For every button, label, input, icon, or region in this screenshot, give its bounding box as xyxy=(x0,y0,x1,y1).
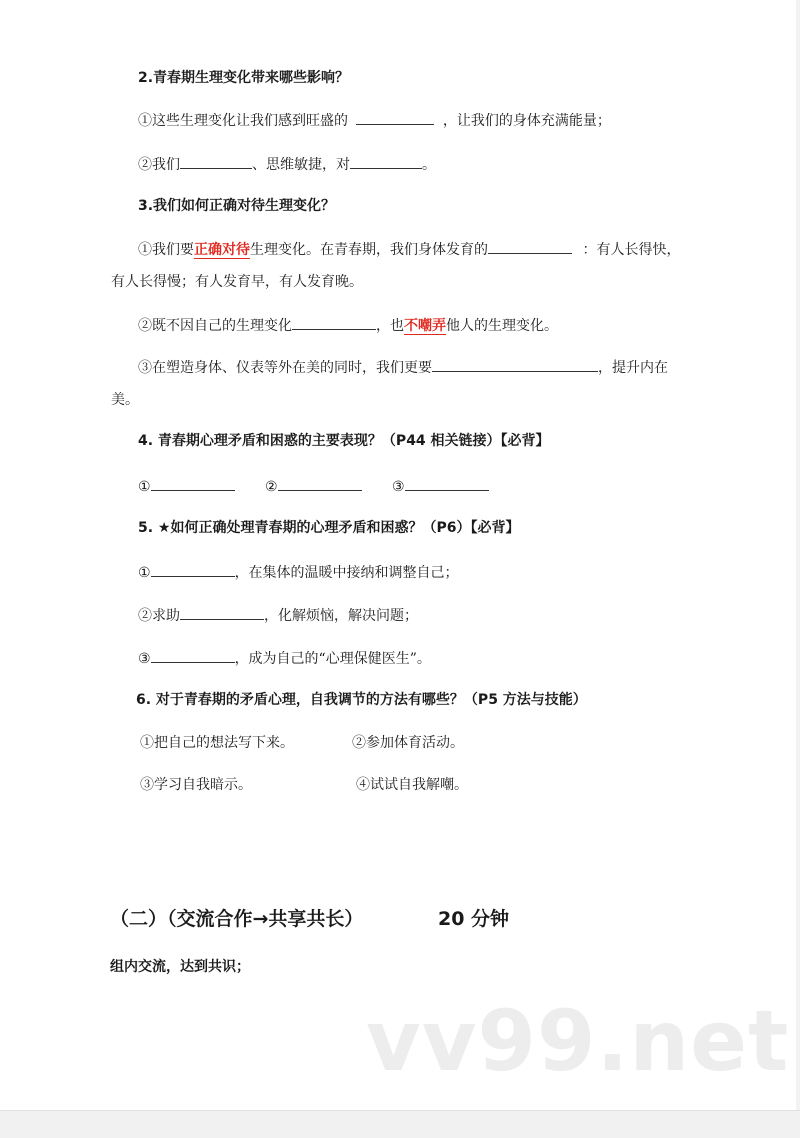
fill-blank[interactable] xyxy=(278,476,362,491)
q3-item2 xyxy=(138,315,558,336)
fill-blank[interactable] xyxy=(356,110,434,125)
q4-marker-3: ③ xyxy=(392,479,405,495)
q2-item2-text-b: 、思维敏捷，对 xyxy=(252,157,350,173)
q3-item3 xyxy=(138,357,668,378)
q5-item2 xyxy=(138,605,418,626)
q4-marker-2: ② xyxy=(265,479,278,495)
q6-method-2: ②参加体育活动。 xyxy=(352,735,464,751)
q3-item2-text-a: ②既不因自己的生理变化 xyxy=(138,318,292,334)
fill-blank[interactable] xyxy=(151,562,235,577)
q3-item1-text-c: ：有人长得快， xyxy=(582,242,681,258)
q3-item2-highlight: 不嘲弄 xyxy=(404,318,446,334)
q2-item2-text-a: ②我们 xyxy=(138,157,180,173)
q3-item1-line2: 有人长得慢；有人发育早，有人发育晚。 xyxy=(111,274,363,290)
q4-marker-1: ① xyxy=(138,479,151,495)
q5-item3-text-a: ③ xyxy=(138,651,151,667)
q3-item3-text-a: ③在塑造身体、仪表等外在美的同时，我们更要 xyxy=(138,360,432,376)
q6-method-3: ③学习自我暗示。 xyxy=(140,777,252,793)
section2-sub: 组内交流，达到共识； xyxy=(110,959,250,975)
q5-title: 5. ★如何正确处理青春期的心理矛盾和困惑？（P6）【必背】 xyxy=(138,520,520,536)
fill-blank[interactable] xyxy=(151,476,235,491)
q2-item2 xyxy=(138,154,436,175)
q2-item2-text-c: 。 xyxy=(422,157,436,173)
q4-blanks xyxy=(138,476,489,497)
q3-item2-text-c: 他人的生理变化。 xyxy=(446,318,558,334)
q5-item3-text-b: ，成为自己的“心理保健医生”。 xyxy=(234,651,431,667)
fill-blank[interactable] xyxy=(488,239,572,254)
q5-item1-text-b: ，在集体的温暖中接纳和调整自己； xyxy=(234,565,459,581)
page-right-edge xyxy=(796,0,800,1110)
section2-heading: （二）（交流合作→共享共长） xyxy=(110,908,364,930)
q5-item1 xyxy=(138,562,459,583)
q2-title: 2.青春期生理变化带来哪些影响？ xyxy=(138,70,350,86)
q2-item1-text-b: ，让我们的身体充满能量； xyxy=(442,113,611,129)
q6-method-1: ①把自己的想法写下来。 xyxy=(140,735,294,751)
q3-item1-text-b: 生理变化。在青春期，我们身体发育的 xyxy=(250,242,488,258)
q5-item1-text-a: ① xyxy=(138,565,151,581)
q3-item1 xyxy=(138,239,680,260)
q6-method-4: ④试试自我解嘲。 xyxy=(356,777,468,793)
q3-item1-highlight: 正确对待 xyxy=(194,242,250,258)
fill-blank[interactable] xyxy=(292,315,376,330)
fill-blank[interactable] xyxy=(151,648,235,663)
fill-blank[interactable] xyxy=(180,154,252,169)
watermark-text: vv99.net xyxy=(366,992,790,1090)
q3-item2-text-b: ，也 xyxy=(376,318,404,334)
q5-item2-text-a: ②求助 xyxy=(138,608,180,624)
q3-item3-text-b: ，提升内在 xyxy=(598,360,668,376)
fill-blank[interactable] xyxy=(432,357,598,372)
page-bottom-bar xyxy=(0,1110,800,1138)
fill-blank[interactable] xyxy=(405,476,489,491)
q4-title: 4. 青春期心理矛盾和困惑的主要表现？（P44 相关链接）【必背】 xyxy=(138,433,550,449)
section2-time: 20 分钟 xyxy=(438,908,510,930)
q5-item3 xyxy=(138,648,431,669)
q3-item3-line2: 美。 xyxy=(111,392,139,408)
fill-blank[interactable] xyxy=(180,605,264,620)
q5-item2-text-b: ，化解烦恼，解决问题； xyxy=(264,608,418,624)
q3-item1-text-a: ①我们要 xyxy=(138,242,194,258)
q3-title: 3.我们如何正确对待生理变化？ xyxy=(138,198,336,214)
fill-blank[interactable] xyxy=(350,154,422,169)
q2-item1-text-a: ①这些生理变化让我们感到旺盛的 xyxy=(138,113,348,129)
q6-title: 6. 对于青春期的矛盾心理，自我调节的方法有哪些？（P5 方法与技能） xyxy=(136,692,587,708)
q2-item1 xyxy=(138,110,611,131)
